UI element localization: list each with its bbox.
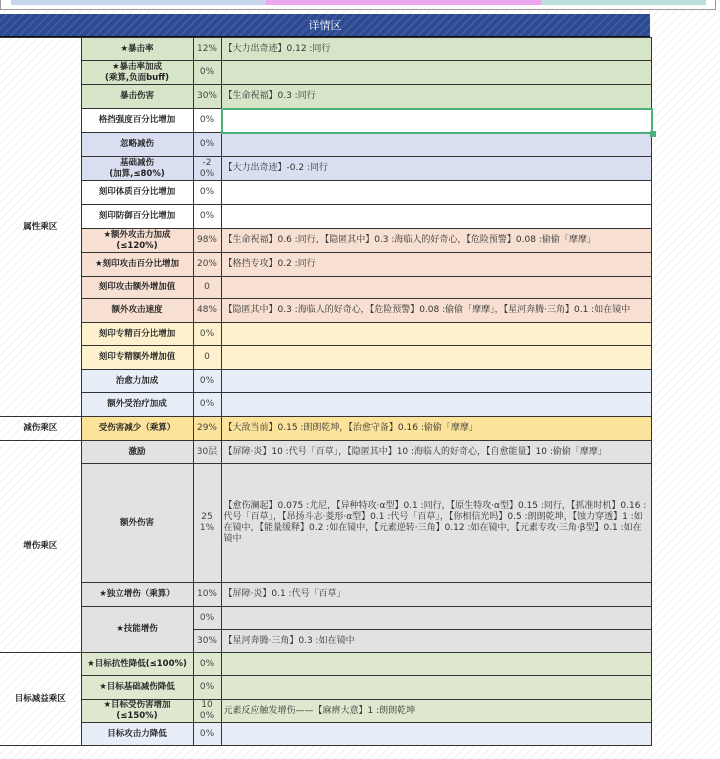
attribute-value[interactable]: 0 (193, 346, 221, 370)
attribute-label[interactable]: 激励 (81, 441, 193, 464)
detail-table (0, 37, 652, 746)
table-row (0, 346, 651, 370)
table-row (0, 109, 651, 133)
table-row (0, 393, 651, 417)
attribute-value[interactable]: 10% (193, 583, 221, 607)
table-row (0, 583, 651, 607)
table-row (0, 38, 651, 61)
attribute-label[interactable]: ★目标抗性降低(≤100%) (81, 653, 193, 676)
attribute-source-description[interactable]: 【星河奔腾·三角】0.3 :如在镜中 (221, 630, 651, 653)
attribute-label[interactable]: 刻印攻击额外增加值 (81, 277, 193, 299)
attribute-label[interactable]: ★目标基础减伤降低 (81, 676, 193, 700)
attribute-label[interactable]: 忽略减伤 (81, 133, 193, 157)
attribute-label[interactable]: ★暴击率加成 (乘算,负面buff) (81, 61, 193, 85)
attribute-source-description[interactable]: 【隐匿其中】0.3 :海临人的好奇心，【危险预警】0.08 :偷偷「摩摩」，【星河奔腾·三角】0.1 :如在镜中 (221, 299, 651, 323)
attribute-source-description[interactable]: 【屏障·炎】0.1 :代号「百草」 (221, 583, 651, 607)
attribute-label[interactable]: 额外伤害 (81, 464, 193, 583)
table-row (0, 157, 651, 181)
attribute-source-description[interactable]: 【愈伤澜起】0.075 :尤尼，【异种特攻·α型】0.1 :同行，【原生特攻·α型】0.15 :同行，【抓准时机】0.16 :代号「百草」，【昂扬斗志·菱形·α型】0.1 :代号「百草」，【你相信光吗】0.5 :朗朗乾坤，【蚀力穿透】1 :如在镜中，【能量缓释】0.2 :如在镜中，【元素逆转·三角】0.12 :如在镜中，【元素专攻·三角·β型】0.1 :如在镜中 (221, 464, 651, 583)
attribute-source-description[interactable] (221, 277, 651, 299)
table-row (0, 370, 651, 393)
attribute-source-description[interactable] (221, 205, 651, 229)
attribute-label[interactable]: 治愈力加成 (81, 370, 193, 393)
attribute-value[interactable]: 30% (193, 630, 221, 653)
section-header (0, 14, 650, 38)
attribute-source-description[interactable]: 【大力出奇迹】0.12 :同行 (221, 38, 651, 61)
attribute-source-description[interactable] (221, 323, 651, 346)
section-group-label: 目标减益乘区 (0, 653, 81, 746)
attribute-source-description[interactable]: 元素反应触发增伤——【麻痹大意】1 :朗朗乾坤 (221, 700, 651, 723)
table-row (0, 277, 651, 299)
attribute-source-description[interactable] (221, 607, 651, 630)
table-row (0, 85, 651, 109)
attribute-value[interactable]: 0% (193, 393, 221, 417)
table-row (0, 607, 651, 630)
attribute-source-description[interactable]: 【大力出奇迹】-0.2 :同行 (221, 157, 651, 181)
attribute-source-description[interactable] (221, 346, 651, 370)
attribute-value[interactable]: 30% (193, 85, 221, 109)
table-row (0, 229, 651, 253)
section-group-label: 增伤乘区 (0, 441, 81, 653)
attribute-value[interactable]: 251% (193, 464, 221, 583)
top-strip-segment (541, 0, 706, 5)
attribute-source-description[interactable]: 【生命祝福】0.6 :同行，【隐匿其中】0.3 :海临人的好奇心，【危险预警】0.08 :偷偷「摩摩」 (221, 229, 651, 253)
attribute-value[interactable]: 0% (193, 607, 221, 630)
attribute-label[interactable]: 暴击伤害 (81, 85, 193, 109)
attribute-value[interactable]: 0% (193, 723, 221, 746)
attribute-label[interactable]: 受伤害减少（乘算） (81, 417, 193, 441)
top-strip-segment (266, 0, 541, 5)
attribute-label[interactable]: ★技能增伤 (81, 607, 193, 653)
section-group-label: 属性乘区 (0, 38, 81, 417)
table-row (0, 299, 651, 323)
attribute-label[interactable]: 刻印专精额外增加值 (81, 346, 193, 370)
attribute-label[interactable]: ★目标受伤害增加(≤150%) (81, 700, 193, 723)
table-row (0, 464, 651, 583)
attribute-value[interactable]: 0% (193, 61, 221, 85)
attribute-source-description[interactable]: 【格挡专攻】0.2 :同行 (221, 253, 651, 277)
table-row (0, 205, 651, 229)
attribute-value[interactable]: 100% (193, 700, 221, 723)
attribute-value[interactable]: 0% (193, 653, 221, 676)
attribute-value[interactable]: 12% (193, 38, 221, 61)
attribute-label[interactable]: ★额外攻击力加成(≤120%) (81, 229, 193, 253)
attribute-value[interactable]: 0% (193, 109, 221, 133)
attribute-value[interactable]: 29% (193, 417, 221, 441)
attribute-label[interactable]: ★独立增伤（乘算） (81, 583, 193, 607)
attribute-label[interactable]: 目标攻击力降低 (81, 723, 193, 746)
attribute-value[interactable]: 48% (193, 299, 221, 323)
table-row (0, 61, 651, 85)
attribute-value[interactable]: 0% (193, 205, 221, 229)
attribute-value[interactable]: 0% (193, 323, 221, 346)
table-row (0, 700, 651, 723)
attribute-value[interactable]: 0% (193, 181, 221, 205)
table-row (0, 253, 651, 277)
table-row (0, 653, 651, 676)
attribute-source-description[interactable] (221, 393, 651, 417)
top-strip-segment (11, 0, 266, 5)
table-row (0, 417, 651, 441)
attribute-source-description[interactable] (221, 723, 651, 746)
attribute-label[interactable]: 刻印体质百分比增加 (81, 181, 193, 205)
attribute-label[interactable]: 刻印专精百分比增加 (81, 323, 193, 346)
attribute-source-description[interactable]: 【屏障·炎】10 :代号「百草」，【隐匿其中】10 :海临人的好奇心，【自愈能量】10 :偷偷「摩摩」 (221, 441, 651, 464)
table-row (0, 181, 651, 205)
attribute-source-description[interactable] (221, 676, 651, 700)
attribute-value[interactable]: 0% (193, 676, 221, 700)
attribute-source-description[interactable] (221, 370, 651, 393)
attribute-value[interactable]: 0 (193, 277, 221, 299)
attribute-label[interactable]: 刻印防御百分比增加 (81, 205, 193, 229)
attribute-source-description[interactable] (221, 181, 651, 205)
attribute-source-description[interactable] (221, 653, 651, 676)
attribute-value[interactable]: 20% (193, 253, 221, 277)
attribute-label[interactable]: ★刻印攻击百分比增加 (81, 253, 193, 277)
attribute-source-description[interactable]: 【生命祝福】0.3 :同行 (221, 85, 651, 109)
attribute-source-description[interactable] (221, 109, 651, 133)
table-row (0, 441, 651, 464)
attribute-label[interactable]: 格挡强度百分比增加 (81, 109, 193, 133)
attribute-value[interactable]: 0% (193, 370, 221, 393)
table-row (0, 676, 651, 700)
attribute-label[interactable]: 基础减伤 (加算,≤80%) (81, 157, 193, 181)
attribute-source-description[interactable] (221, 133, 651, 157)
attribute-label[interactable]: 额外攻击速度 (81, 299, 193, 323)
attribute-label[interactable]: ★暴击率 (81, 38, 193, 61)
table-row (0, 323, 651, 346)
attribute-label[interactable]: 额外受治疗加成 (81, 393, 193, 417)
attribute-value[interactable]: -20% (193, 157, 221, 181)
attribute-source-description[interactable] (221, 61, 651, 85)
attribute-value[interactable]: 98% (193, 229, 221, 253)
attribute-source-description[interactable]: 【大敌当前】0.15 :朗朗乾坤，【治愈守备】0.16 :偷偷「摩摩」 (221, 417, 651, 441)
attribute-value[interactable]: 30层 (193, 441, 221, 464)
table-row (0, 723, 651, 746)
section-title: 详情区 (308, 19, 342, 32)
top-toolbar-strip (0, 0, 716, 10)
section-group-label: 减伤乘区 (0, 417, 81, 441)
table-row (0, 133, 651, 157)
attribute-value[interactable]: 0% (193, 133, 221, 157)
